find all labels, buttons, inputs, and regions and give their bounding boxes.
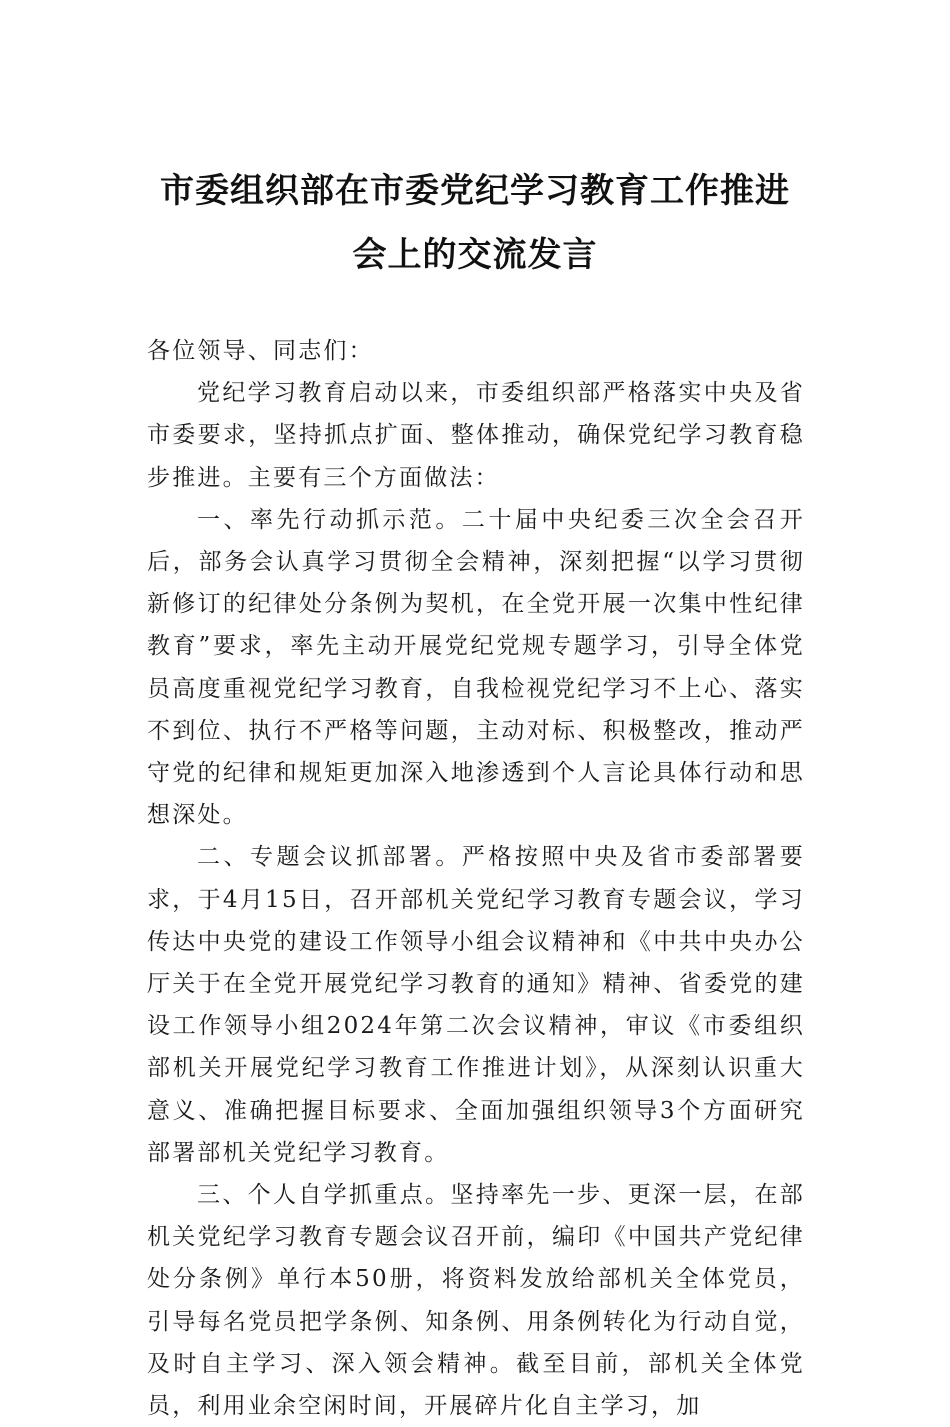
paragraph-section-1: 一、率先行动抓示范。二十届中央纪委三次全会召开后，部务会认真学习贯彻全会精神，深刻把握“以学习贯彻新修订的纪律处分条例为契机，在全党开展一次集中性纪律教育”要求，率先主动开展党纪党规专题学习，引导全体党员高度重视党纪学习教育，自我检视党纪学习不上心、落实不到位、执行不严格等问题，主动对标、积极整改，推动严守党的纪律和规矩更加深入地渗透到个人言论具体行动和思想深处。 bbox=[147, 506, 805, 829]
paragraph-intro: 党纪学习教育启动以来，市委组织部严格落实中央及省市委要求，坚持抓点扩面、整体推动，确保党纪学习教育稳步推进。主要有三个方面做法： bbox=[147, 380, 805, 491]
salutation: 各位领导、同志们： bbox=[147, 338, 374, 364]
paragraph-section-3: 三、个人自学抓重点。坚持率先一步、更深一层，在部机关党纪学习教育专题会议召开前，编印《中国共产党纪律处分条例》单行本50册，将资料发放给部机关全体党员，引导每名党员把学条例、知条例、用条例转化为行动自觉，及时自主学习、深入领会精神。截至目前，部机关全体党员，利用业余空闲时间，开展碎片化自主学习，加 bbox=[147, 1182, 805, 1420]
document-title-line1: 市委组织部在市委党纪学习教育工作推进 bbox=[160, 171, 790, 211]
document-body bbox=[147, 330, 805, 1427]
paragraph-section-2: 二、专题会议抓部署。严格按照中央及省市委部署要求，于4月15日，召开部机关党纪学习教育专题会议，学习传达中央党的建设工作领导小组会议精神和《中共中央办公厅关于在全党开展党纪学习教育的通知》精神、省委党的建设工作领导小组2024年第二次会议精神，审议《市委组织部机关开展党纪学习教育工作推进计划》，从深刻认识重大意义、准确把握目标要求、全面加强组织领导3个方面研究部署部机关党纪学习教育。 bbox=[147, 844, 805, 1166]
document-title-line2: 会上的交流发言 bbox=[352, 235, 598, 275]
